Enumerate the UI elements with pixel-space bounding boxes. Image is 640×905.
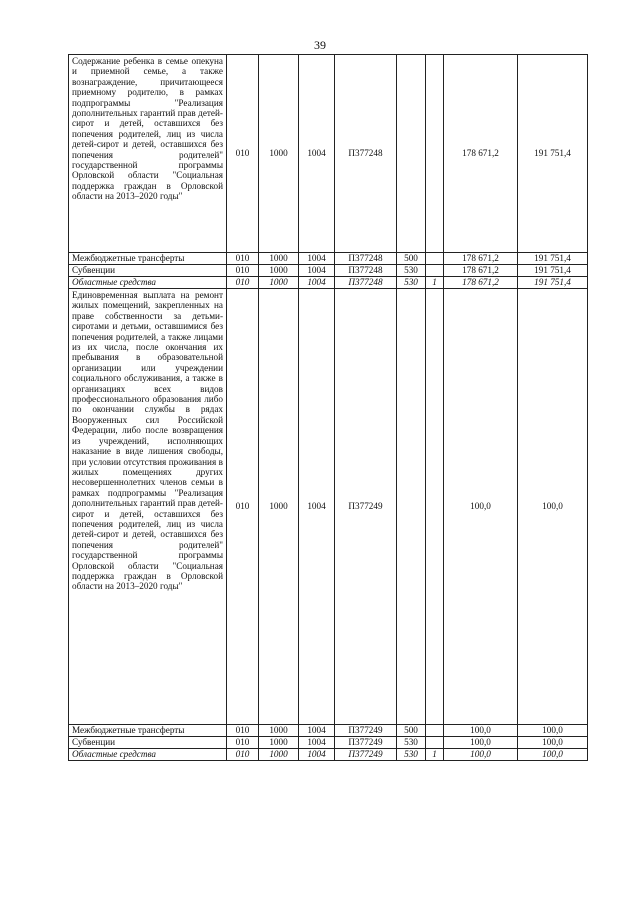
row-label: Областные средства	[69, 277, 227, 289]
cell-ministry: 010	[227, 265, 259, 277]
table-row	[69, 253, 588, 265]
cell-ministry: 010	[227, 253, 259, 265]
cell-source: 1	[426, 277, 444, 289]
cell-amount-2: 100,0	[518, 725, 588, 737]
cell-target-article: П377249	[335, 725, 397, 737]
row-label: Областные средства	[69, 749, 227, 761]
cell-expense-type	[397, 289, 426, 725]
page-number: 39	[314, 38, 326, 52]
cell-section: 1000	[259, 55, 299, 253]
cell-section: 1000	[259, 749, 299, 761]
cell-subsection: 1004	[299, 265, 335, 277]
cell-section: 1000	[259, 725, 299, 737]
table-row	[69, 749, 588, 761]
cell-source	[426, 289, 444, 725]
cell-ministry: 010	[227, 277, 259, 289]
cell-subsection: 1004	[299, 253, 335, 265]
cell-section: 1000	[259, 289, 299, 725]
row-label: Субвенции	[69, 737, 227, 749]
cell-ministry: 010	[227, 737, 259, 749]
cell-subsection: 1004	[299, 289, 335, 725]
cell-expense-type: 530	[397, 265, 426, 277]
cell-target-article: П377249	[335, 749, 397, 761]
cell-target-article: П377248	[335, 265, 397, 277]
cell-target-article: П377248	[335, 277, 397, 289]
cell-subsection: 1004	[299, 749, 335, 761]
cell-ministry: 010	[227, 749, 259, 761]
cell-amount-2: 100,0	[518, 749, 588, 761]
cell-amount-1: 100,0	[444, 725, 518, 737]
cell-target-article: П377249	[335, 737, 397, 749]
row-description: Единовременная выплата на ремонт жилых помещений, закрепленных на праве собственности за детьми-сиротами и детьми, оставшимися без попечения родителей, а также лицами из их числа, после окончания их пребывания в образовательной организации или учреждении социального обслуживания, а также в организациях всех видов профессионального образования либо по окончании службы в рядах Вооруженных сил Российской Федерации, либо после возвращения из учреждений, исполняющих наказание в виде лишения свободы, при условии отсутствия проживания в жилых помещениях других несовершеннолетних членов семьи в рамках подпрограммы "Реализация дополнительных гарантий прав детей-сирот и детей, оставшихся без попечения родителей, лиц из числа детей-сирот и детей, оставшихся без попечения родителей" государственной программы Орловской области "Социальная поддержка граждан в Орловской области на 2013–2020 годы"	[69, 289, 227, 725]
cell-amount-2: 191 751,4	[518, 277, 588, 289]
row-label: Субвенции	[69, 265, 227, 277]
cell-amount-1: 178 671,2	[444, 253, 518, 265]
cell-amount-2: 100,0	[518, 289, 588, 725]
cell-source	[426, 55, 444, 253]
cell-target-article: П377249	[335, 289, 397, 725]
budget-table	[68, 54, 588, 761]
cell-expense-type	[397, 55, 426, 253]
cell-subsection: 1004	[299, 725, 335, 737]
cell-expense-type: 530	[397, 749, 426, 761]
cell-amount-1: 100,0	[444, 289, 518, 725]
cell-target-article: П377248	[335, 55, 397, 253]
row-label: Межбюджетные трансферты	[69, 253, 227, 265]
cell-section: 1000	[259, 737, 299, 749]
cell-subsection: 1004	[299, 55, 335, 253]
row-label: Межбюджетные трансферты	[69, 725, 227, 737]
cell-ministry: 010	[227, 55, 259, 253]
cell-ministry: 010	[227, 725, 259, 737]
cell-amount-1: 178 671,2	[444, 265, 518, 277]
cell-source: 1	[426, 749, 444, 761]
cell-amount-2: 191 751,4	[518, 55, 588, 253]
cell-amount-2: 100,0	[518, 737, 588, 749]
cell-amount-2: 191 751,4	[518, 265, 588, 277]
cell-expense-type: 500	[397, 725, 426, 737]
cell-section: 1000	[259, 265, 299, 277]
cell-ministry: 010	[227, 289, 259, 725]
cell-source	[426, 737, 444, 749]
table-row	[69, 725, 588, 737]
cell-expense-type: 500	[397, 253, 426, 265]
table-row	[69, 289, 588, 725]
cell-amount-1: 100,0	[444, 749, 518, 761]
cell-amount-2: 191 751,4	[518, 253, 588, 265]
cell-amount-1: 178 671,2	[444, 55, 518, 253]
table-row	[69, 55, 588, 253]
cell-subsection: 1004	[299, 737, 335, 749]
table-row	[69, 277, 588, 289]
cell-source	[426, 265, 444, 277]
cell-section: 1000	[259, 277, 299, 289]
table-row	[69, 737, 588, 749]
cell-subsection: 1004	[299, 277, 335, 289]
row-description: Содержание ребенка в семье опекуна и приемной семье, а также вознаграждение, причитающееся приемному родителю, в рамках подпрограммы "Реализация дополнительных гарантий прав детей-сирот и детей, оставшихся без попечения родителей, лиц из числа детей-сирот и детей, оставшихся без попечения родителей" государственной программы Орловской области "Социальная поддержка граждан в Орловской области на 2013–2020 годы"	[69, 55, 227, 253]
cell-expense-type: 530	[397, 737, 426, 749]
cell-source	[426, 725, 444, 737]
table-row	[69, 265, 588, 277]
cell-source	[426, 253, 444, 265]
cell-amount-1: 100,0	[444, 737, 518, 749]
cell-section: 1000	[259, 253, 299, 265]
cell-amount-1: 178 671,2	[444, 277, 518, 289]
cell-expense-type: 530	[397, 277, 426, 289]
cell-target-article: П377248	[335, 253, 397, 265]
